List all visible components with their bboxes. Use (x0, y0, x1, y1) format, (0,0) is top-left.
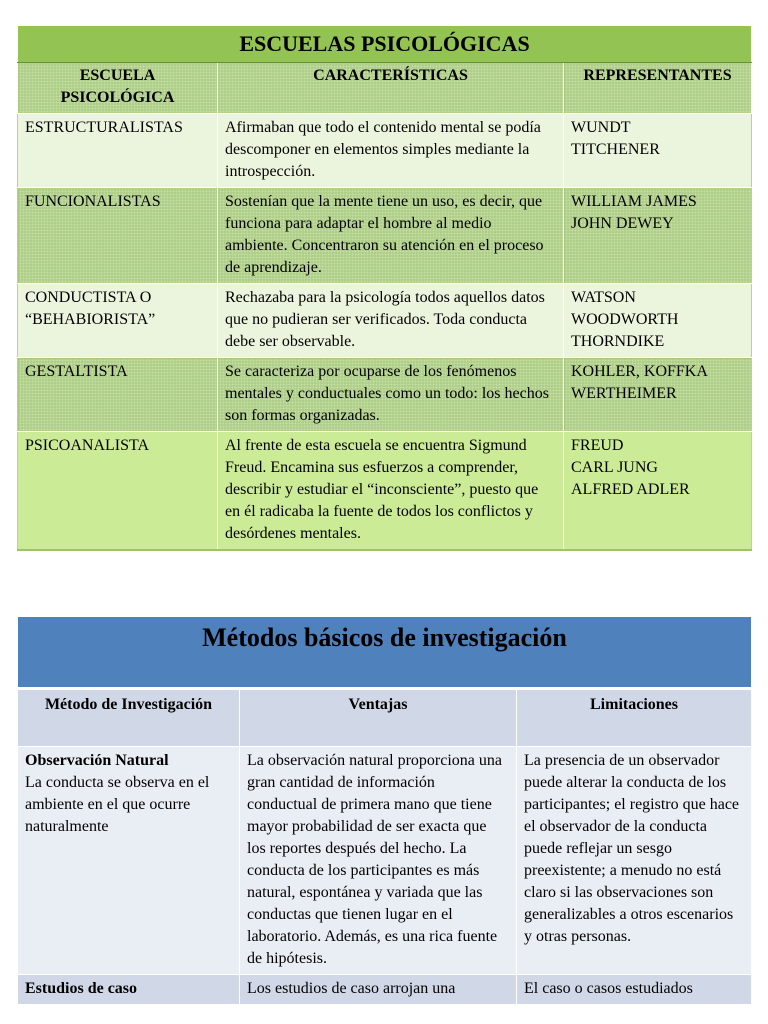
representative: WERTHEIMER (571, 385, 677, 402)
header-advantages: Ventajas (240, 689, 517, 747)
header-method: Método de Investigación (18, 689, 240, 747)
table-row (18, 747, 752, 975)
table-row (18, 188, 752, 284)
method-limitations: El caso o casos estudiados (517, 975, 752, 1005)
table-row (18, 114, 752, 188)
method-description: La conducta se observa en el ambiente en el que ocurre naturalmente (25, 774, 210, 835)
representative: JOHN DEWEY (571, 215, 674, 232)
school-characteristics: Afirmaban que todo el contenido mental se podía descomponer en elementos simples mediante la introspección. (218, 114, 564, 188)
table-row (18, 432, 752, 551)
representative: ALFRED ADLER (571, 481, 690, 498)
school-representatives (564, 358, 752, 432)
school-name: ESTRUCTURALISTAS (18, 114, 218, 188)
school-representatives (564, 432, 752, 551)
representative: CARL JUNG (571, 459, 658, 476)
school-representatives (564, 284, 752, 358)
method-cell (18, 975, 240, 1005)
representative: FREUD (571, 437, 624, 454)
school-representatives (564, 114, 752, 188)
representative: WUNDT (571, 119, 631, 136)
school-name: CONDUCTISTA O “BEHABIORISTA” (18, 284, 218, 358)
header-representatives: REPRESENTANTES (564, 63, 752, 114)
representative: WOODWORTH (571, 311, 679, 328)
schools-table (17, 25, 752, 551)
methods-table-title: Métodos básicos de investigación (18, 617, 752, 689)
representative: WILLIAM JAMES (571, 193, 697, 210)
school-name: PSICOANALISTA (18, 432, 218, 551)
method-name: Observación Natural (25, 752, 169, 769)
methods-header-row (18, 689, 752, 747)
school-representatives (564, 188, 752, 284)
representative: WATSON (571, 289, 636, 306)
representative: KOHLER, KOFFKA (571, 363, 708, 380)
school-characteristics: Se caracteriza por ocuparse de los fenómenos mentales y conductuales como un todo: los hechos son formas organizadas. (218, 358, 564, 432)
table-row (18, 358, 752, 432)
method-limitations: La presencia de un observador puede alterar la conducta de los participantes; el registro que hace el observador de la conducta puede reflejar un sesgo preexistente; a menudo no está claro si las observaciones son generalizables a otros escenarios y otras personas. (517, 747, 752, 975)
header-characteristics: CARACTERÍSTICAS (218, 63, 564, 114)
schools-title-row (18, 26, 752, 63)
table-row (18, 975, 752, 1005)
school-characteristics: Sostenían que la mente tiene un uso, es decir, que funciona para adaptar el hombre al medio ambiente. Concentraron su atención en el proceso de aprendizaje. (218, 188, 564, 284)
method-name: Estudios de caso (25, 980, 138, 997)
schools-header-row (18, 63, 752, 114)
school-characteristics: Al frente de esta escuela se encuentra Sigmund Freud. Encamina sus esfuerzos a comprender, describir y estudiar el “inconsciente”, puesto que en él radicaba la fuente de todos los conflictos y desórdenes mentales. (218, 432, 564, 551)
schools-table-title: ESCUELAS PSICOLÓGICAS (18, 26, 752, 63)
representative: TITCHENER (571, 141, 660, 158)
header-school: ESCUELA PSICOLÓGICA (18, 63, 218, 114)
methods-table (17, 616, 752, 1005)
school-characteristics: Rechazaba para la psicología todos aquellos datos que no pudieran ser verificados. Toda conducta debe ser observable. (218, 284, 564, 358)
method-advantages: La observación natural proporciona una gran cantidad de información conductual de primera mano que tiene mayor probabilidad de ser exacta que los reportes después del hecho. La conducta de los participantes es más natural, espontánea y variada que las conductas que tienen lugar en el laboratorio. Además, es una rica fuente de hipótesis. (240, 747, 517, 975)
representative: THORNDIKE (571, 333, 665, 350)
school-name: GESTALTISTA (18, 358, 218, 432)
method-advantages: Los estudios de caso arrojan una (240, 975, 517, 1005)
school-name: FUNCIONALISTAS (18, 188, 218, 284)
methods-title-row (18, 617, 752, 689)
header-limitations: Limitaciones (517, 689, 752, 747)
method-cell (18, 747, 240, 975)
table-row (18, 284, 752, 358)
